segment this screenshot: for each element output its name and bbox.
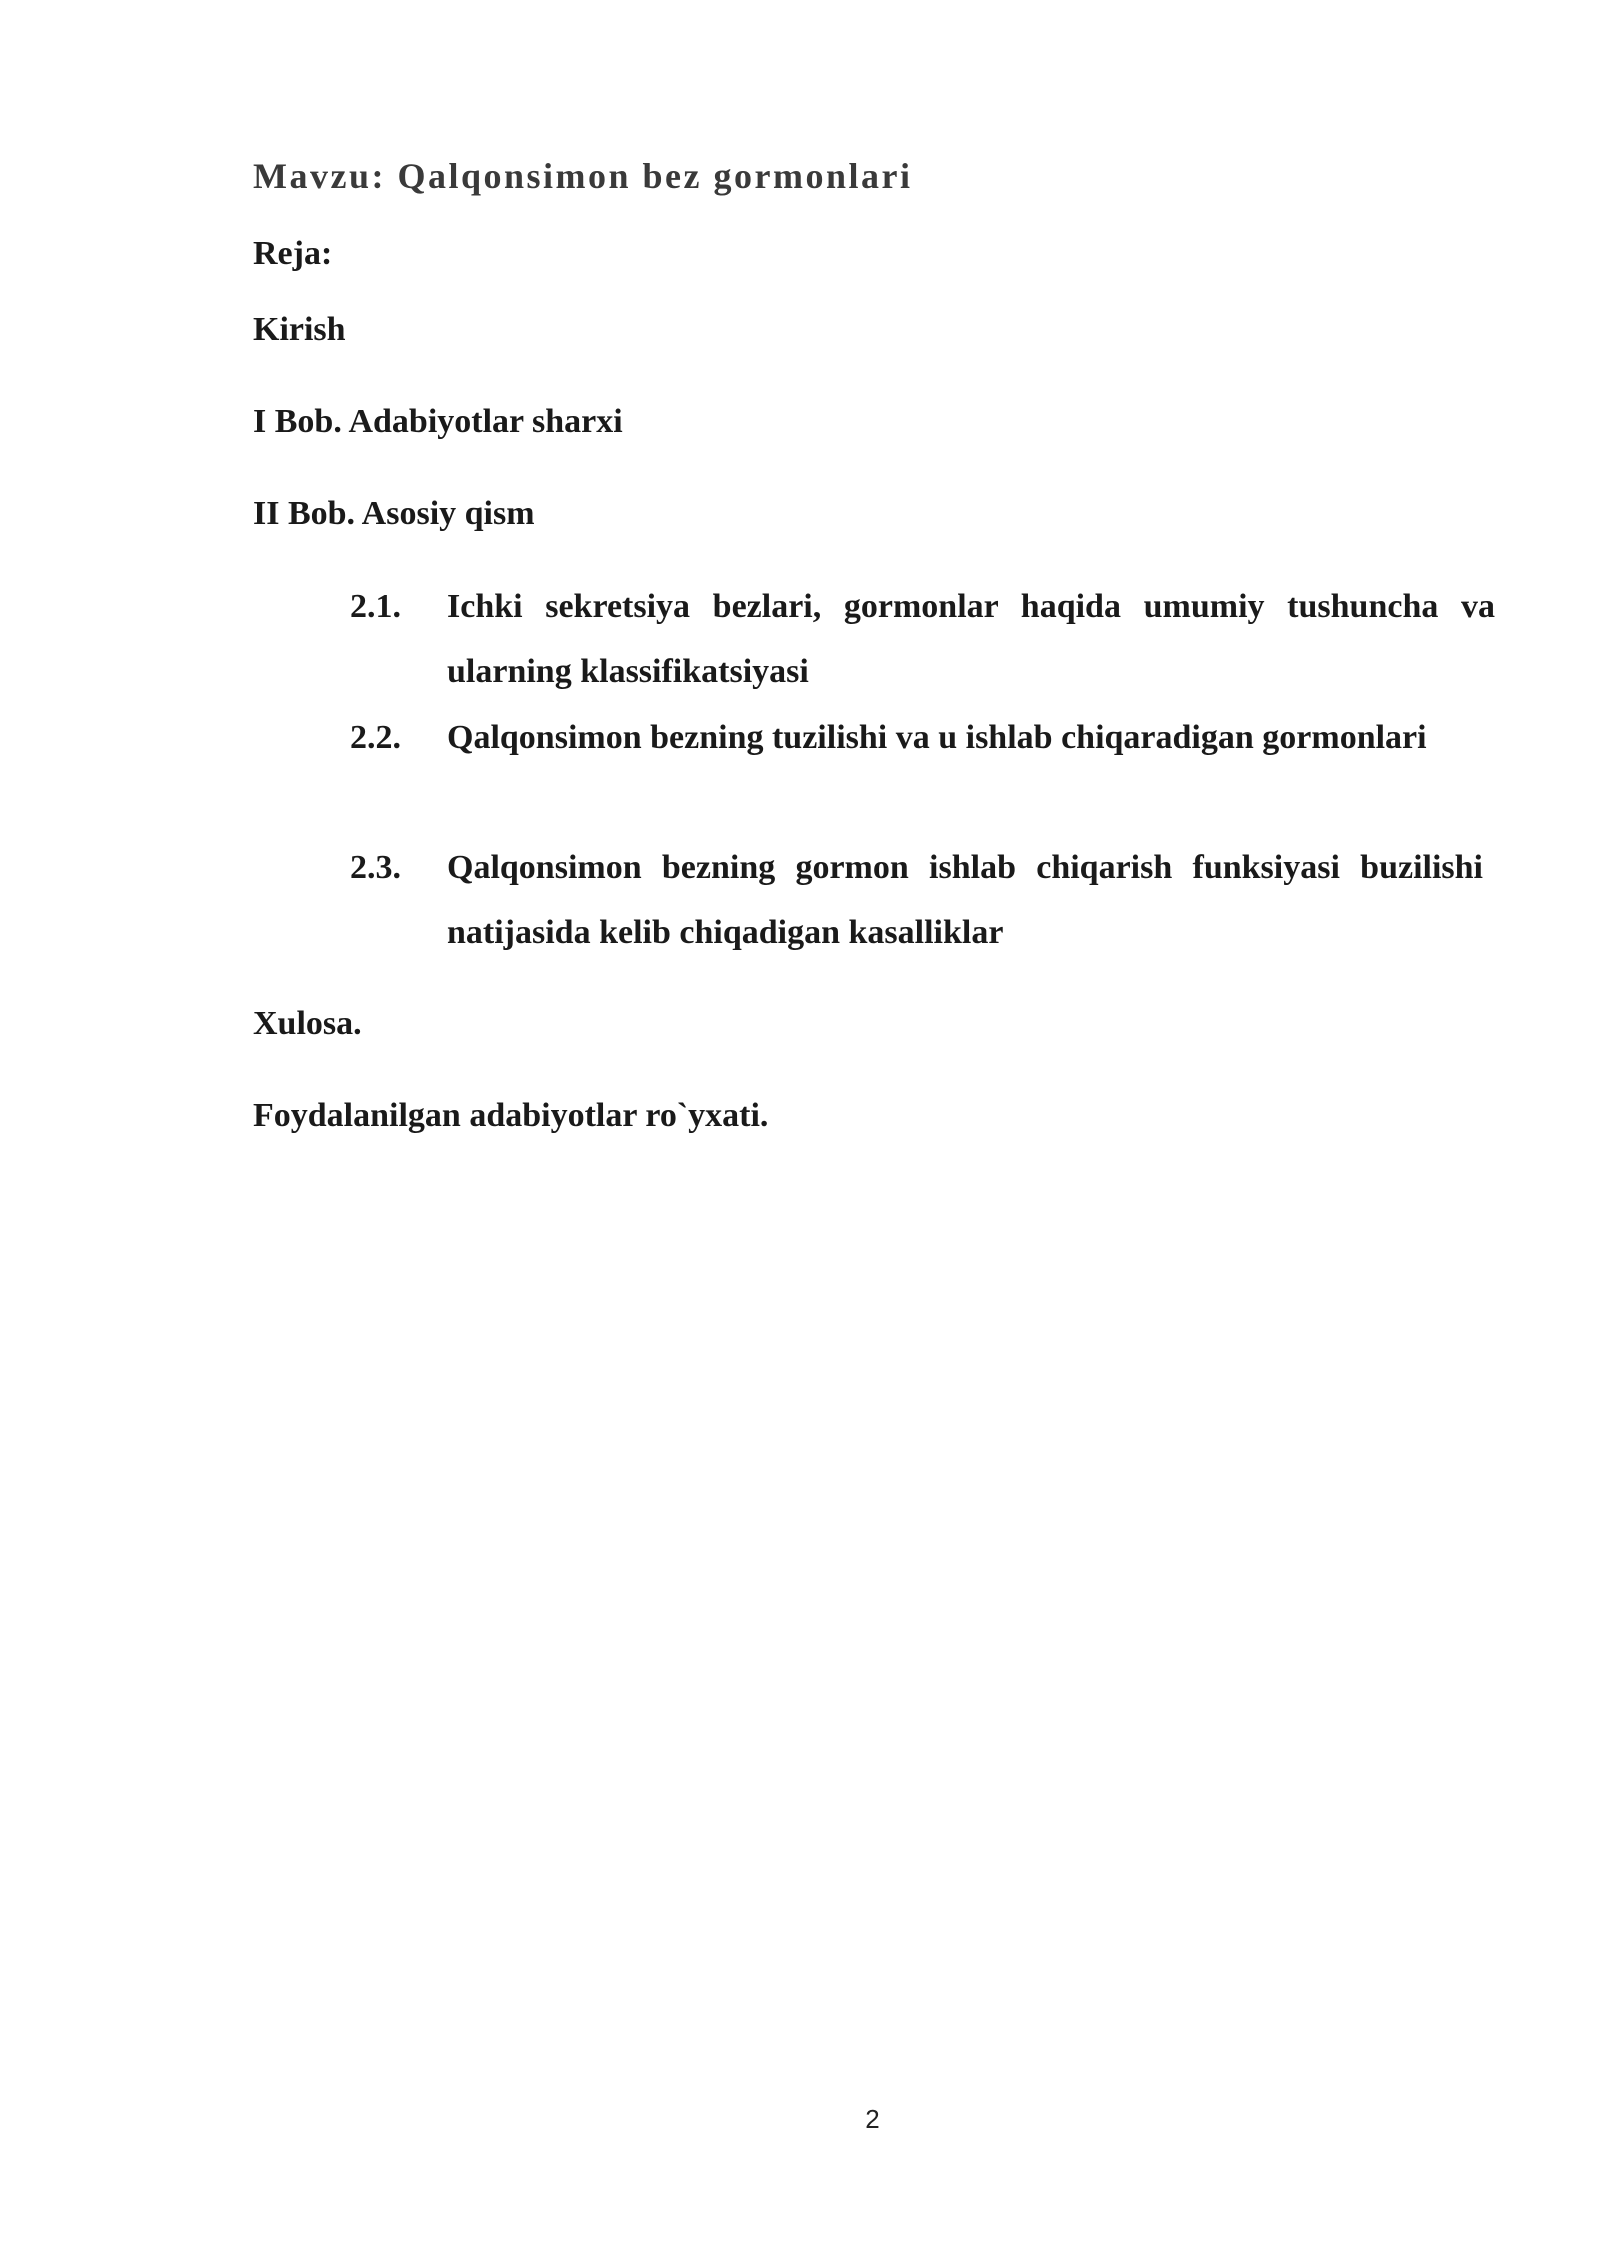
topic-title: Mavzu: Qalqonsimon bez gormonlari [253,156,913,196]
conclusion-item: Xulosa. [253,1005,362,1042]
subsection-number: 2.2. [350,719,401,756]
subsection-text: Ichki sekretsiya bezlari, gormonlar haqida umumiy tushuncha va ularning klassifikatsiyasi [447,588,1495,690]
page-number: 2 [865,2104,880,2134]
subsection-text: Qalqonsimon bezning gormon ishlab chiqarish funksiyasi buzilishi natijasida kelib chiqadigan kasalliklar [447,849,1483,951]
subsection-text: Qalqonsimon bezning tuzilishi va u ishlab chiqaradigan gormonlari [447,719,1427,756]
references-item: Foydalanilgan adabiyotlar ro`yxati. [253,1097,769,1134]
plan-heading: Reja: [253,235,333,272]
chapter-1-item: I Bob. Adabiyotlar sharxi [253,403,623,440]
chapter-2-item: II Bob. Asosiy qism [253,495,535,532]
intro-item: Kirish [253,311,346,348]
subsection-number: 2.1. [350,588,401,625]
subsection-number: 2.3. [350,849,401,886]
